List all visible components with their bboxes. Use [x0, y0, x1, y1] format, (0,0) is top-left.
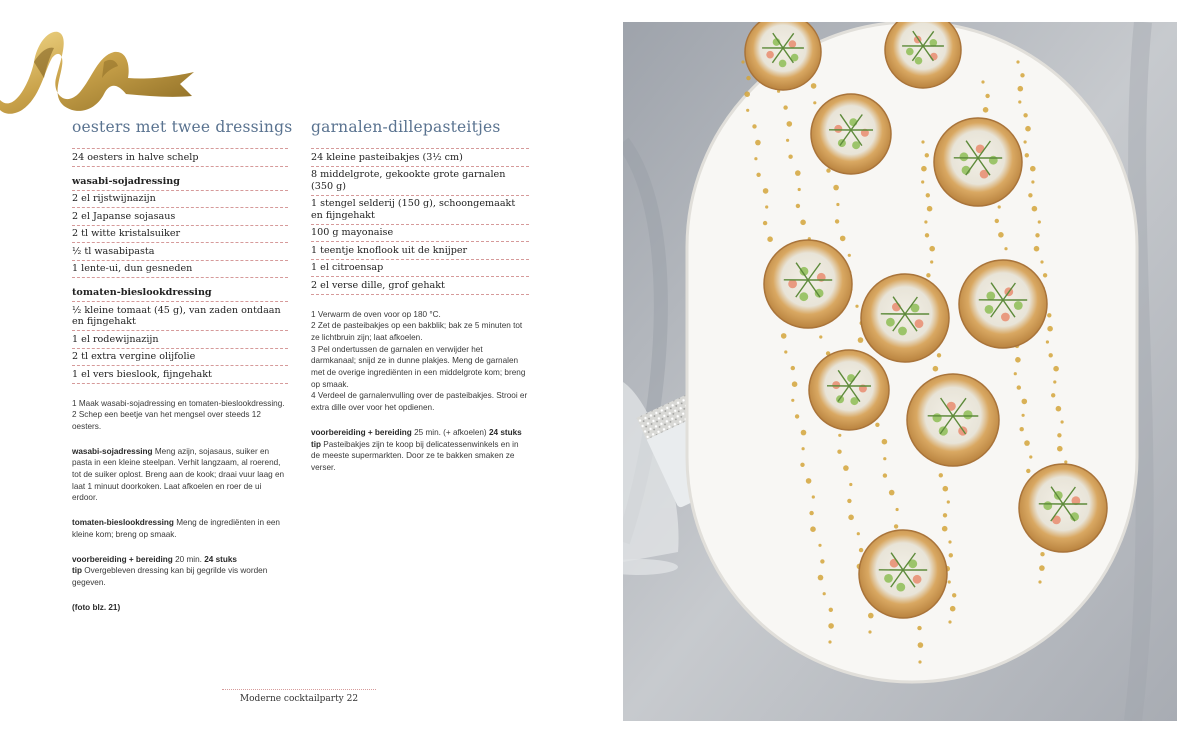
- yield: 24 stuks: [488, 427, 522, 437]
- ingredient: 2 tl witte kristalsuiker: [72, 226, 288, 244]
- tartlet: [859, 530, 947, 618]
- ingredient-list: [72, 148, 288, 384]
- food-photo-illustration: [623, 22, 1177, 721]
- photo-reference: [72, 602, 288, 614]
- method-step: 1 Verwarm de oven voor op 180 °C.: [311, 309, 441, 319]
- method-step: 2 Schep een beetje van het mengsel over steeds 12 oesters.: [72, 410, 261, 431]
- ingredient: 2 el verse dille, grof gehakt: [311, 277, 529, 295]
- tip-text: Overgebleven dressing kan bij gegrilde vis worden gegeven.: [72, 566, 268, 587]
- recipe-title: oesters met twee dressings: [72, 118, 293, 136]
- ingredient: 2 el Japanse sojasaus: [72, 208, 288, 226]
- method-step: 2 Zet de pasteibakjes op een bakblik; bak ze 5 minuten tot ze lichtbruin zijn; laat afkoelen.: [311, 321, 523, 342]
- ingredient: 1 el vers bieslook, fijngehakt: [72, 366, 288, 384]
- recipe-garnalen: [311, 118, 529, 474]
- page-footer: Moderne cocktailparty 22: [222, 689, 376, 704]
- tartlet: [809, 350, 889, 430]
- tartlet: [811, 94, 891, 174]
- prep-info: [72, 554, 288, 589]
- ingredient: 100 g mayonaise: [311, 225, 529, 243]
- method-step: 4 Verdeel de garnalenvulling over de pasteibakjes. Strooi er extra dille over voor het opdienen.: [311, 391, 528, 413]
- tartlet: [745, 22, 821, 90]
- wasabi-text: Meng azijn, sojasaus, suiker en pasta in een kleine steelpan. Verhit langzaam, al roerend, tot de suiker oplost. Breng aan de kook; draai vuur laag en laat 1 minuut doorkoken. Laat afkoelen en roer de ui erdoor.: [72, 446, 285, 503]
- ingredient: 24 kleine pasteibakjes (3½ cm): [311, 149, 529, 167]
- tartlet: [861, 274, 949, 362]
- ingredient: 1 teentje knoflook uit de knijper: [311, 242, 529, 260]
- tartlet: [907, 374, 999, 466]
- prep-label: voorbereiding + bereiding: [311, 427, 412, 437]
- tartlet: [885, 22, 961, 88]
- ingredient: 1 stengel selderij (150 g), schoongemaakt en fijngehakt: [311, 196, 529, 225]
- ingredient: 1 lente-ui, dun gesneden: [72, 261, 288, 279]
- wasabi-label: wasabi-sojadressing: [72, 446, 153, 456]
- ingredient-subheading: wasabi-sojadressing: [72, 167, 288, 191]
- ingredient: 8 middelgrote, gekookte grote garnalen (350 g): [311, 167, 529, 196]
- photo-reference-text: (foto blz. 21): [72, 602, 121, 612]
- tip-text: Pasteibakjes zijn te koop bij delicatessenwinkels en in de meeste supermarkten. Door ze te bakken smaken ze verser.: [311, 439, 519, 472]
- ingredient: ½ tl wasabipasta: [72, 243, 288, 261]
- tartlet: [959, 260, 1047, 348]
- prep-time: 20 min.: [175, 554, 202, 564]
- recipe-title: garnalen-dillepasteitjes: [311, 118, 501, 136]
- tartlet: [1019, 464, 1107, 552]
- tartlet: [764, 240, 852, 328]
- prep-label: voorbereiding + bereiding: [72, 554, 173, 564]
- food-photo: [623, 22, 1177, 721]
- prep-info: [311, 427, 529, 474]
- prep-time: 25 min. (+ afkoelen): [414, 427, 487, 437]
- ingredient-subheading: tomaten-bieslookdressing: [72, 278, 288, 302]
- yield: 24 stuks: [204, 554, 237, 564]
- ingredient: 2 el rijstwijnazijn: [72, 191, 288, 209]
- tip-label: tip: [311, 439, 322, 449]
- tomaten-text: Meng de ingrediënten in een kleine kom; breng op smaak.: [72, 518, 280, 539]
- recipe-oesters: [72, 118, 293, 613]
- method-step: 1 Maak wasabi-sojadressing en tomaten-bieslookdressing.: [72, 398, 285, 408]
- gold-ribbon-icon: [0, 22, 200, 122]
- ingredient: 1 el citroensap: [311, 260, 529, 278]
- method-steps: [311, 309, 529, 414]
- ingredient-list: [311, 148, 529, 295]
- tomaten-instructions: [72, 517, 288, 540]
- tomaten-label: tomaten-bieslookdressing: [72, 518, 174, 528]
- wasabi-instructions: [72, 446, 288, 505]
- tip-label: tip: [72, 566, 83, 576]
- method-step: 3 Pel ondertussen de garnalen en verwijder het darmkanaal; snijd ze in dunne plakjes. Meng de garnalen met de overige ingrediënten in een middelgrote kom; breng op smaak.: [311, 344, 526, 389]
- ingredient: 1 el rodewijnazijn: [72, 331, 288, 349]
- tartlet: [934, 118, 1022, 206]
- method-steps: [72, 398, 288, 433]
- ingredient: ½ kleine tomaat (45 g), van zaden ontdaan en fijngehakt: [72, 302, 288, 331]
- ingredient: 2 tl extra vergine olijfolie: [72, 349, 288, 367]
- ingredient: 24 oesters in halve schelp: [72, 149, 288, 167]
